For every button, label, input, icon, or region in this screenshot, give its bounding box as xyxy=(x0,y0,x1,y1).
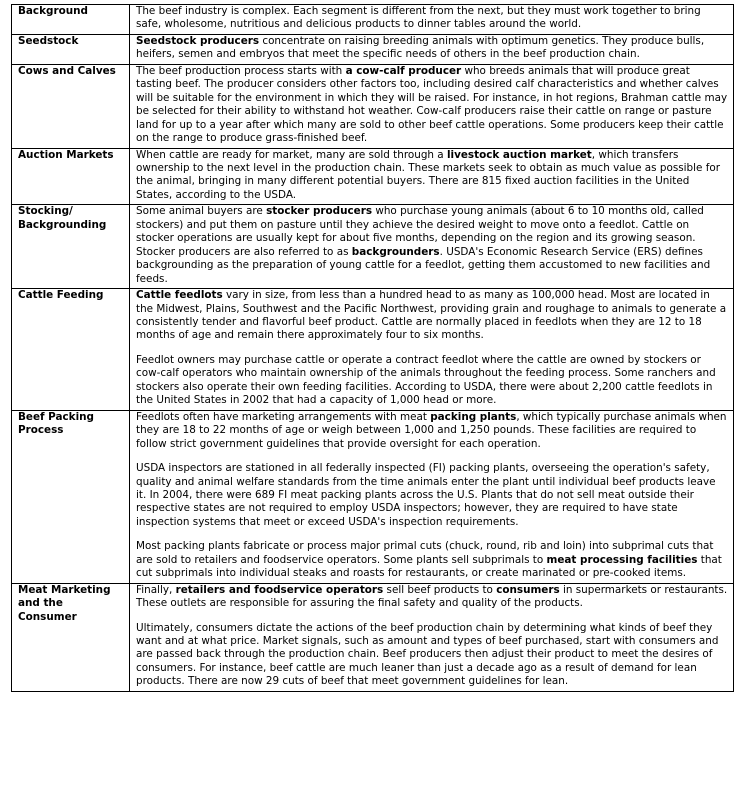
table-row xyxy=(12,64,734,148)
text-run: Feedlot owners may purchase cattle or operate a contract feedlot where the cattle are owned by stockers or cow-calf operators who maintain ownership of the animals throughout the feeding process. Some ranchers and stockers also operate their own feeding facilities. According to USDA, there were about 2,200 cattle feedlots in the United States in 2002 that had a capacity of 1,000 head or more. xyxy=(136,353,716,407)
bold-term: stocker producers xyxy=(266,205,373,218)
table-row xyxy=(12,34,734,64)
paragraph xyxy=(136,205,728,286)
row-content xyxy=(130,289,734,411)
row-content xyxy=(130,410,734,583)
bold-term: livestock auction market xyxy=(446,148,592,161)
bold-term: meat processing facilities xyxy=(546,553,698,566)
row-content xyxy=(130,64,734,148)
row-content xyxy=(130,148,734,205)
row-content xyxy=(130,583,734,691)
bold-term: consumers xyxy=(496,583,560,596)
text-run: When cattle are ready for market, many are sold through a xyxy=(136,148,447,161)
text-run: that cut subprimals into individual steaks and roasts for restaurants, or create marinated or pre-cooked items. xyxy=(136,553,722,580)
row-heading: Background xyxy=(12,5,130,35)
text-run: Some animal buyers are xyxy=(136,205,267,218)
beef-production-table xyxy=(11,4,734,692)
bold-term: Seedstock producers xyxy=(136,34,260,47)
text-run: in supermarkets or restaurants. These outlets are responsible for assuring the final safety and quality of the products. xyxy=(136,583,728,610)
table-row xyxy=(12,289,734,411)
row-heading: Meat Marketing and the Consumer xyxy=(12,583,130,691)
text-run: sell beef products to xyxy=(383,583,497,596)
table-row xyxy=(12,205,734,289)
table-row xyxy=(12,5,734,35)
row-content xyxy=(130,205,734,289)
paragraph xyxy=(136,411,728,451)
bold-term: Cattle feedlots xyxy=(136,289,223,302)
row-heading: Beef Packing Process xyxy=(12,410,130,583)
text-run: Feedlots often have marketing arrangements with meat xyxy=(136,410,431,423)
row-heading: Auction Markets xyxy=(12,148,130,205)
paragraph xyxy=(136,35,728,62)
text-run: , which typically purchase animals when they are 18 to 22 months of age or weigh between 1,000 and 1,250 pounds. These facilities are required to follow strict government guidelines that provide oversight for each operation. xyxy=(136,410,727,450)
paragraph xyxy=(136,354,728,408)
row-content xyxy=(130,34,734,64)
text-run: Most packing plants fabricate or process major primal cuts (chuck, round, rib and loin) into subprimal cuts that are sold to retailers and foodservice operators. Some plants sell subprimals to xyxy=(136,540,714,566)
text-run: Ultimately, consumers dictate the actions of the beef production chain by determining what kinds of beef they want and at what price. Market signals, such as amount and types of beef purchased, start with consumers and are passed back through the production chain. Beef producers then adjust their product to meet the desires of consumers. For instance, beef cattle are much leaner than just a decade ago as a result of demand for lean products. There are now 29 cuts of beef that meet government guidelines for lean. xyxy=(136,621,719,688)
paragraph xyxy=(136,5,728,32)
text-run: vary in size, from less than a hundred head to as many as 100,000 head. Most are located in the Midwest, Plains, Southwest and the Pacific Northwest, providing grain and roughage to animals to generate a consistently tender and flavorful beef product. Cattle are normally placed in feedlots when they are 12 to 18 months of age and remain there approximately four to six months. xyxy=(136,289,727,342)
text-run: , which transfers ownership to the next level in the production chain. These markets seek to obtain as much value as possible for the animal, bringing in many different potential buyers. There are 815 fixed auction facilities in the United States, according to the USDA. xyxy=(136,148,721,201)
text-run: USDA inspectors are stationed in all federally inspected (FI) packing plants, overseeing the operation's safety, quality and animal welfare standards from the time animals enter the plant until individual beef products leave it. In 2004, there were 689 FI meat packing plants across the U.S. Plants that do not sell meat outside their respective states are not required to employ USDA inspectors; however, they are required to have state inspection systems that meet or exceed USDA's inspection requirements. xyxy=(136,462,716,528)
paragraph xyxy=(136,462,728,529)
text-run: The beef production process starts with xyxy=(136,64,346,77)
paragraph xyxy=(136,584,728,611)
row-heading: Cows and Calves xyxy=(12,64,130,148)
row-heading: Stocking/ Backgrounding xyxy=(12,205,130,289)
bold-term: packing plants xyxy=(430,410,517,423)
paragraph xyxy=(136,622,728,689)
row-heading: Cattle Feeding xyxy=(12,289,130,411)
table-row xyxy=(12,583,734,691)
bold-term: backgrounders xyxy=(351,245,440,258)
bold-term: retailers and foodservice operators xyxy=(175,583,384,596)
table-body xyxy=(12,5,734,692)
row-heading: Seedstock xyxy=(12,34,130,64)
paragraph xyxy=(136,149,728,203)
row-content xyxy=(130,5,734,35)
paragraph xyxy=(136,289,728,343)
text-run: who breeds animals that will produce great tasting beef. The producer considers other factors too, including desired calf characteristics and whether calves will be suitable for the environment in which they will be raised. For instance, in hot regions, Brahman cattle may be selected for their ability to withstand hot weather. Cow-calf producers raise their cattle on range or pasture land for up to a year after which many are sold to other beef cattle operations. Some producers keep their cattle on the range to produce grass-finished beef. xyxy=(136,64,728,145)
text-run: who purchase young animals (about 6 to 10 months old, called stockers) and put them on pasture until they achieve the desired weight to move onto a feedlot. Cattle on stocker operations are usually kept for about five months, depending on the region and its growing season. Stocker producers are also referred to as xyxy=(136,205,704,258)
table-row xyxy=(12,148,734,205)
text-run: . USDA's Economic Research Service (ERS) defines backgrounding as the preparation of young cattle for a feedlot, getting them accustomed to new facilities and feeds. xyxy=(136,245,711,285)
text-run: concentrate on raising breeding animals with optimum genetics. They produce bulls, heifers, semen and embryos that meet the specific needs of others in the beef production chain. xyxy=(136,34,705,61)
paragraph xyxy=(136,65,728,146)
paragraph xyxy=(136,540,728,580)
table-row xyxy=(12,410,734,583)
bold-term: a cow-calf producer xyxy=(345,64,462,77)
text-run: The beef industry is complex. Each segment is different from the next, but they must work together to bring safe, wholesome, nutritious and delicious products to dinner tables around the world. xyxy=(136,5,701,31)
text-run: Finally, xyxy=(136,583,176,596)
